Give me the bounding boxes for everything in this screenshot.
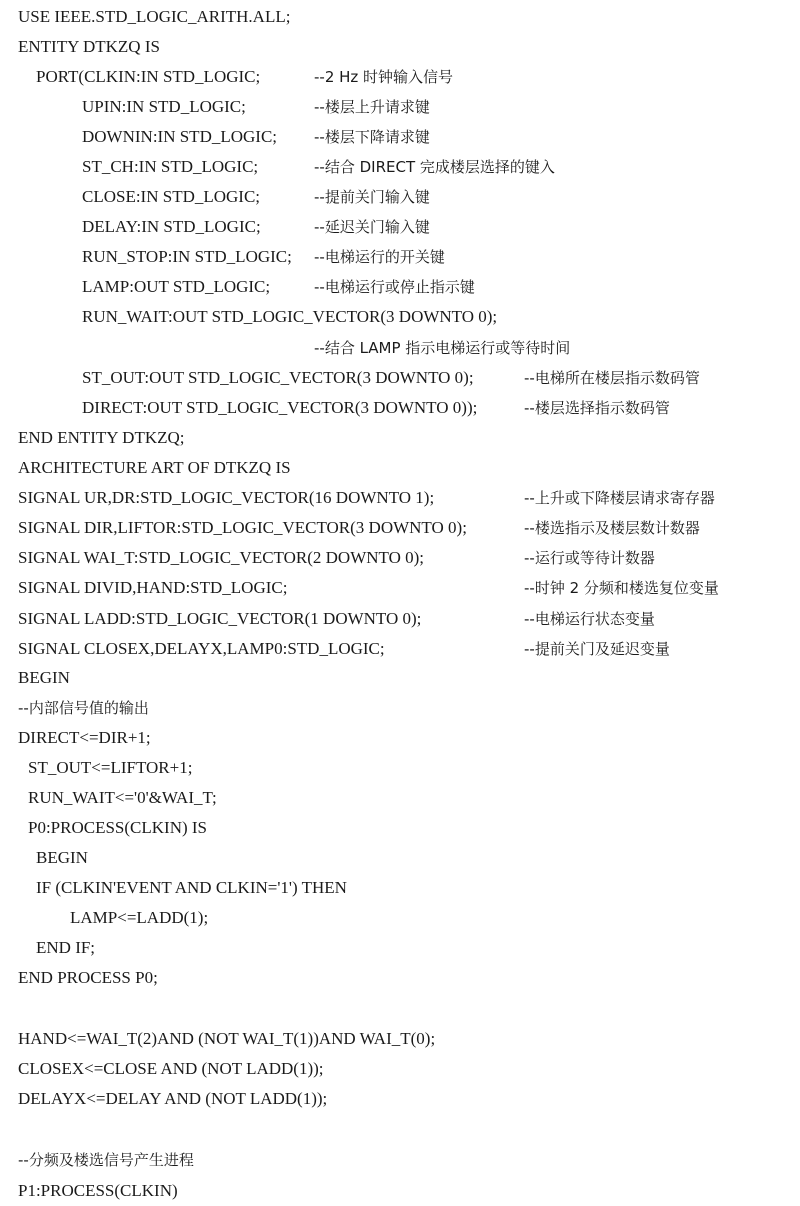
- code-line: [0, 847, 800, 869]
- code-text: DOWNIN:IN STD_LOGIC;: [82, 127, 278, 146]
- code-line: [0, 1058, 800, 1080]
- code-comment: --楼层下降请求键: [314, 128, 430, 146]
- code-line: [0, 126, 800, 148]
- code-line: [0, 967, 800, 989]
- code-line: [0, 337, 800, 359]
- code-line: [0, 6, 800, 28]
- code-line: [0, 817, 800, 839]
- code-line: [0, 367, 800, 389]
- code-line: [0, 36, 800, 58]
- code-text: UPIN:IN STD_LOGIC;: [82, 97, 246, 116]
- code-line: [0, 577, 800, 599]
- code-text: ENTITY DTKZQ IS: [18, 37, 160, 56]
- code-text: SIGNAL LADD:STD_LOGIC_VECTOR(1 DOWNTO 0);: [18, 609, 422, 628]
- code-line: [0, 186, 800, 208]
- code-line: [0, 727, 800, 749]
- code-comment: --楼选指示及楼层数计数器: [524, 519, 700, 537]
- code-line: [0, 517, 800, 539]
- code-line: [0, 757, 800, 779]
- code-comment: --内部信号值的输出: [18, 699, 149, 717]
- code-text: END IF;: [36, 938, 96, 957]
- code-text: P0:PROCESS(CLKIN) IS: [28, 818, 208, 837]
- code-line: [0, 608, 800, 630]
- code-text: SIGNAL CLOSEX,DELAYX,LAMP0:STD_LOGIC;: [18, 639, 385, 658]
- code-text: CLOSE:IN STD_LOGIC;: [82, 187, 261, 206]
- code-text: SIGNAL DIVID,HAND:STD_LOGIC;: [18, 578, 288, 597]
- code-comment: --电梯运行状态变量: [524, 610, 655, 628]
- code-line: [0, 877, 800, 899]
- code-comment: --楼层上升请求键: [314, 98, 430, 116]
- code-line: [0, 697, 800, 719]
- code-line: [0, 306, 800, 328]
- code-line: [0, 427, 800, 449]
- code-line: [0, 276, 800, 298]
- code-text: LAMP:OUT STD_LOGIC;: [82, 277, 271, 296]
- code-comment: --电梯所在楼层指示数码管: [524, 369, 700, 387]
- code-line: [0, 96, 800, 118]
- code-text: END ENTITY DTKZQ;: [18, 428, 185, 447]
- code-text: PORT(CLKIN:IN STD_LOGIC;: [36, 67, 261, 86]
- code-text: DIRECT:OUT STD_LOGIC_VECTOR(3 DOWNTO 0));: [82, 398, 478, 417]
- code-line: [0, 156, 800, 178]
- code-text: SIGNAL DIR,LIFTOR:STD_LOGIC_VECTOR(3 DOWNTO 0);: [18, 518, 467, 537]
- code-line: [0, 1088, 800, 1110]
- code-text: RUN_STOP:IN STD_LOGIC;: [82, 247, 292, 266]
- code-line: [0, 937, 800, 959]
- code-line: [0, 216, 800, 238]
- code-text: USE IEEE.STD_LOGIC_ARITH.ALL;: [18, 7, 291, 26]
- code-line: [0, 667, 800, 689]
- code-line: [0, 547, 800, 569]
- code-text: DELAYX<=DELAY AND (NOT LADD(1));: [18, 1089, 328, 1108]
- code-text: BEGIN: [18, 668, 70, 687]
- code-text: SIGNAL WAI_T:STD_LOGIC_VECTOR(2 DOWNTO 0);: [18, 548, 425, 567]
- code-comment: --时钟 2 分频和楼选复位变量: [524, 579, 719, 597]
- code-line: [0, 1028, 800, 1050]
- code-line: [0, 1180, 800, 1202]
- code-line: [0, 638, 800, 660]
- code-comment: --结合 DIRECT 完成楼层选择的键入: [314, 158, 555, 176]
- code-text: HAND<=WAI_T(2)AND (NOT WAI_T(1))AND WAI_T(0);: [18, 1029, 436, 1048]
- code-text: IF (CLKIN'EVENT AND CLKIN='1') THEN: [36, 878, 347, 897]
- code-comment: --电梯运行或停止指示键: [314, 278, 475, 296]
- code-text: P1:PROCESS(CLKIN): [18, 1181, 178, 1200]
- code-line: [0, 907, 800, 929]
- code-text: RUN_WAIT<='0'&WAI_T;: [28, 788, 217, 807]
- code-comment: --2 Hz 时钟输入信号: [314, 68, 454, 86]
- code-comment: --提前关门及延迟变量: [524, 640, 670, 658]
- code-line: [0, 246, 800, 268]
- code-line: [0, 66, 800, 88]
- code-text: ARCHITECTURE ART OF DTKZQ IS: [18, 458, 291, 477]
- code-comment: --运行或等待计数器: [524, 549, 655, 567]
- code-comment: --上升或下降楼层请求寄存器: [524, 489, 715, 507]
- code-comment: --结合 LAMP 指示电梯运行或等待时间: [314, 339, 571, 357]
- code-comment: --楼层选择指示数码管: [524, 399, 670, 417]
- code-text: ST_CH:IN STD_LOGIC;: [82, 157, 259, 176]
- code-text: ST_OUT:OUT STD_LOGIC_VECTOR(3 DOWNTO 0);: [82, 368, 474, 387]
- code-text: SIGNAL UR,DR:STD_LOGIC_VECTOR(16 DOWNTO 1);: [18, 488, 435, 507]
- code-comment: --电梯运行的开关键: [314, 248, 445, 266]
- code-text: BEGIN: [36, 848, 88, 867]
- code-line: [0, 457, 800, 479]
- code-text: CLOSEX<=CLOSE AND (NOT LADD(1));: [18, 1059, 324, 1078]
- code-line: [0, 487, 800, 509]
- code-text: RUN_WAIT:OUT STD_LOGIC_VECTOR(3 DOWNTO 0);: [82, 307, 498, 326]
- code-text: LAMP<=LADD(1);: [70, 908, 209, 927]
- code-comment: --提前关门输入键: [314, 188, 430, 206]
- code-text: DIRECT<=DIR+1;: [18, 728, 151, 747]
- code-text: END PROCESS P0;: [18, 968, 158, 987]
- code-line: [0, 1149, 800, 1171]
- code-line: [0, 397, 800, 419]
- code-comment: --分频及楼选信号产生进程: [18, 1151, 194, 1169]
- code-text: DELAY:IN STD_LOGIC;: [82, 217, 261, 236]
- code-comment: --延迟关门输入键: [314, 218, 430, 236]
- code-text: ST_OUT<=LIFTOR+1;: [28, 758, 193, 777]
- code-line: [0, 787, 800, 809]
